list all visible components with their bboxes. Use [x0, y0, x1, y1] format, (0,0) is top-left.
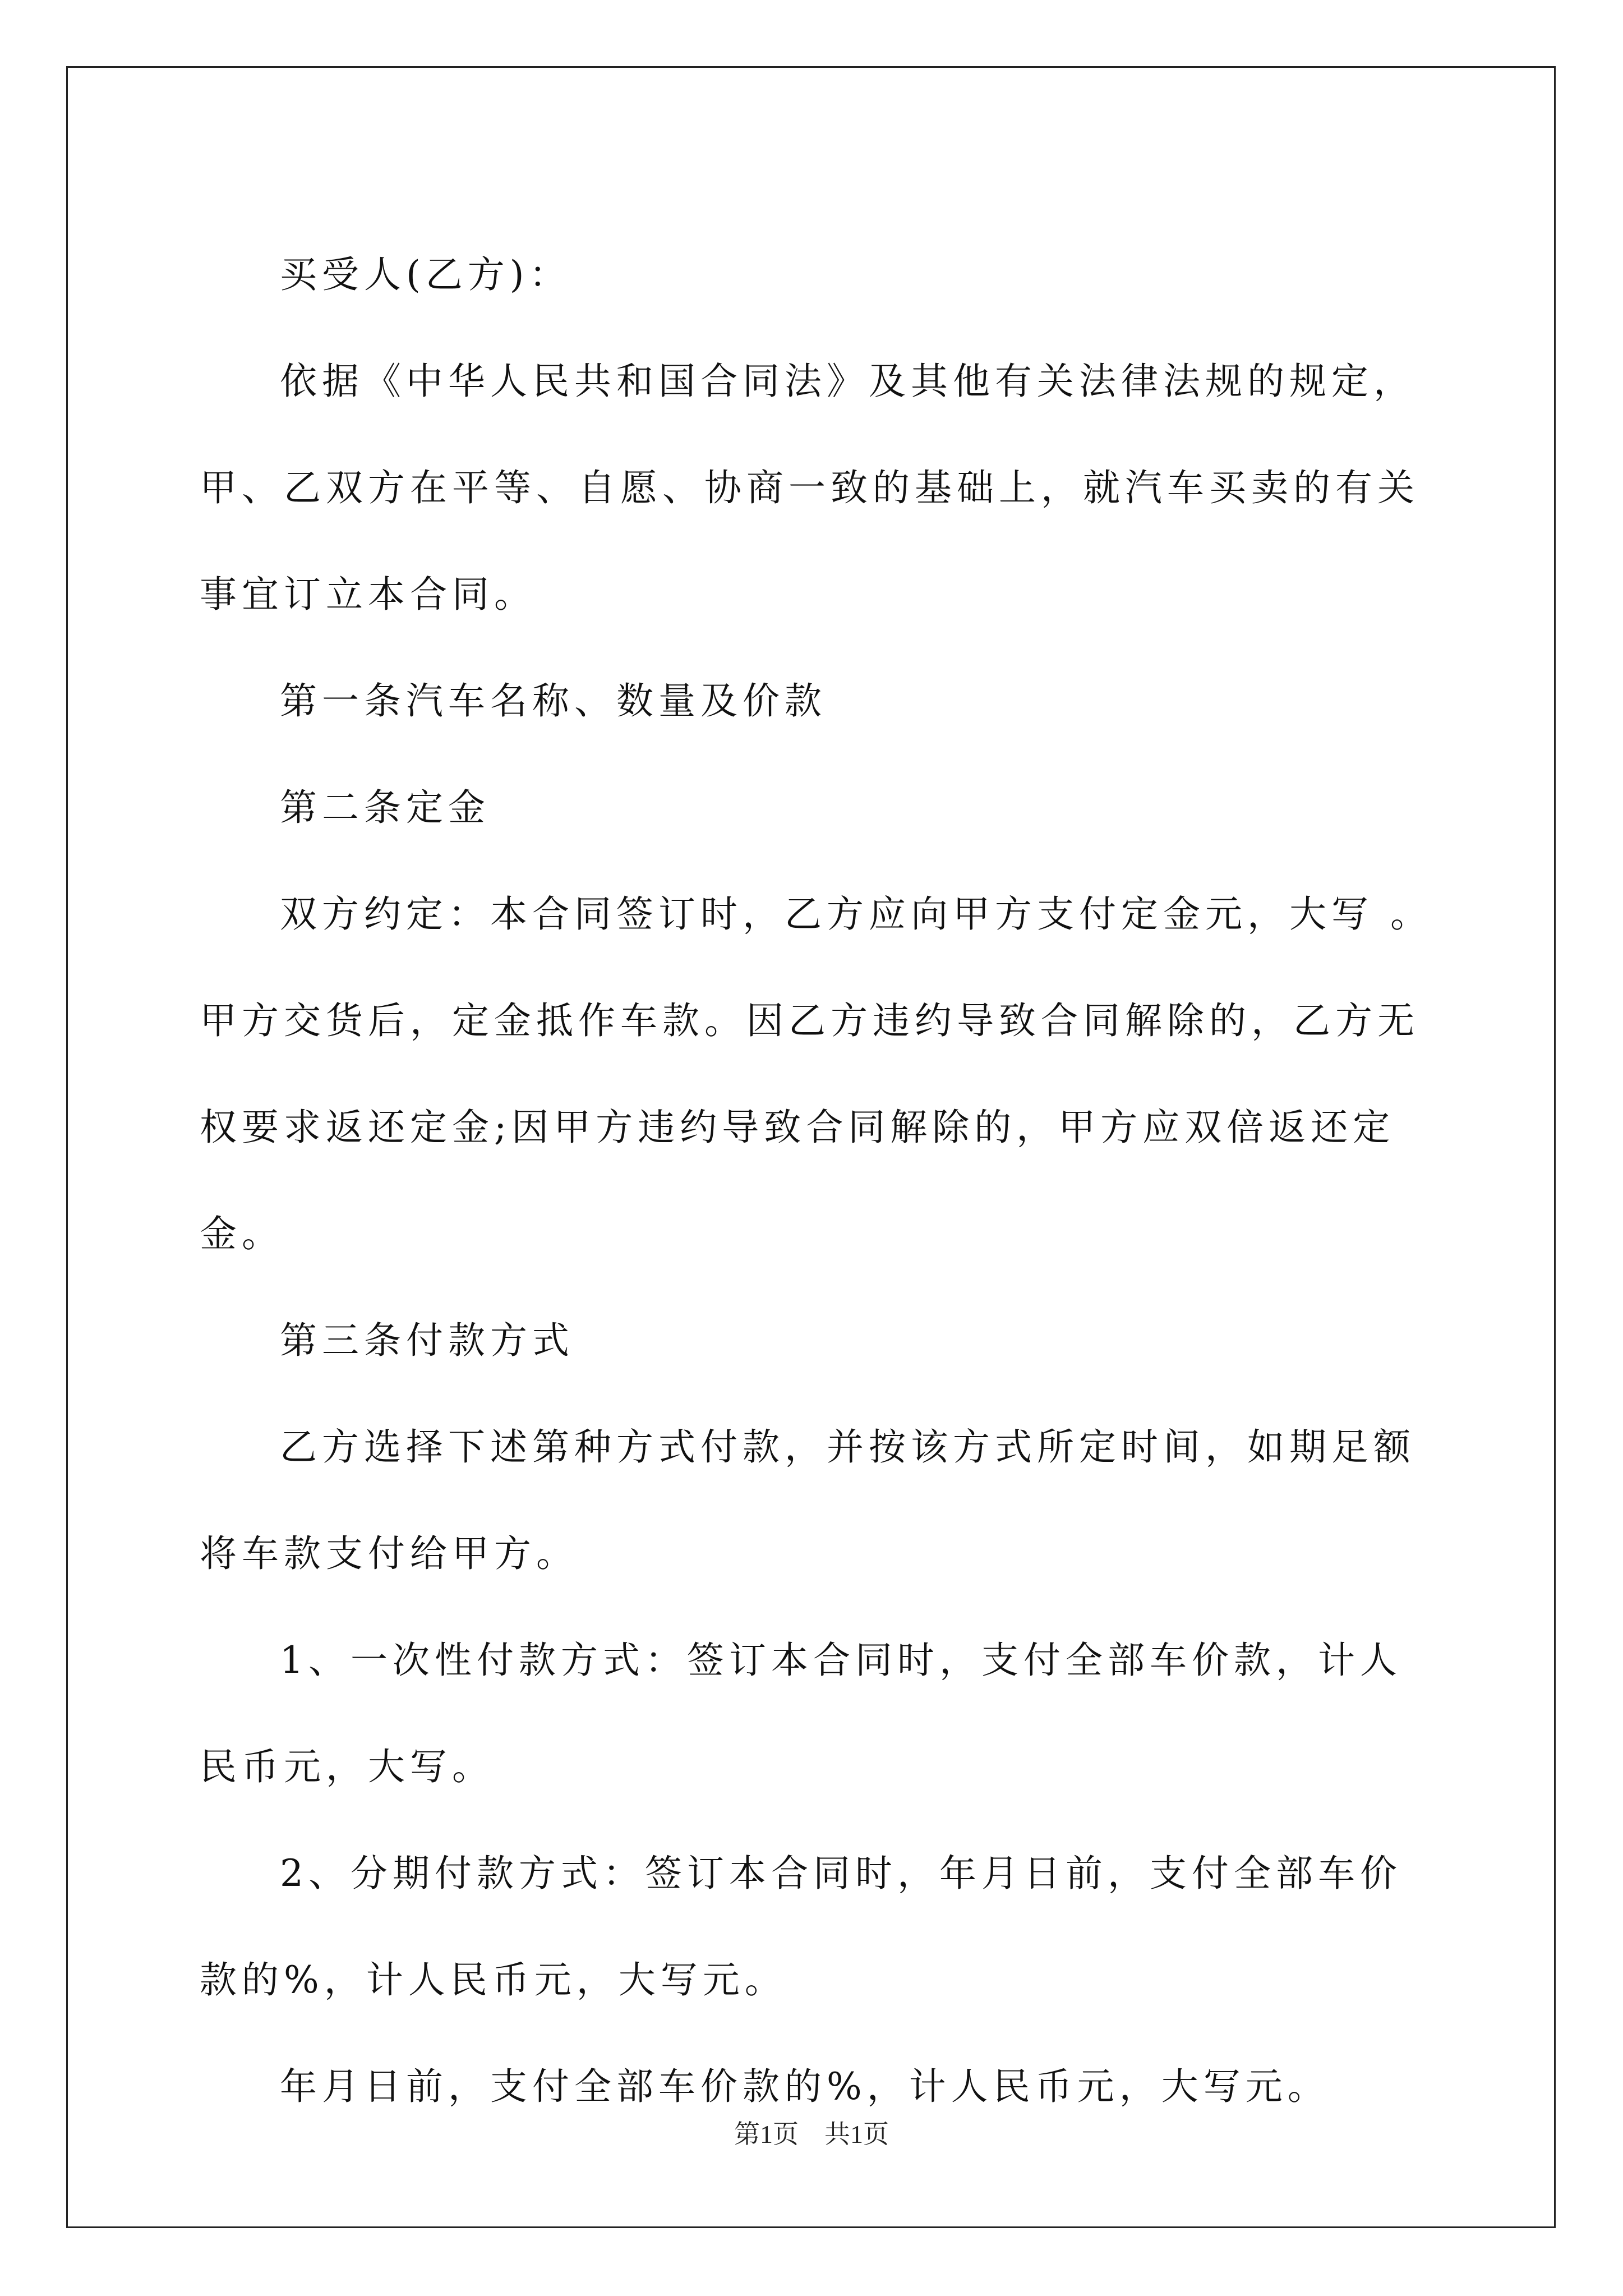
paragraph-payment-choice: 乙方选择下述第种方式付款，并按该方式所定时间，如期足额将车款支付给甲方。 — [200, 1425, 1415, 1575]
article-3-heading: 第三条付款方式 — [280, 1319, 574, 1362]
article-2-heading: 第二条定金 — [280, 786, 490, 829]
paragraph-installment: 2、分期付款方式：签订本合同时，年月日前，支付全部车价款的%，计人民币元，大写元。 — [200, 1852, 1402, 2001]
page-number-footer: 第1页 共1页 — [734, 2120, 889, 2148]
article-1-heading: 第一条汽车名称、数量及价款 — [280, 679, 827, 723]
paragraph-installment-2: 年月日前，支付全部车价款的%，计人民币元，大写元。 — [280, 2065, 1330, 2108]
paragraph-deposit: 双方约定：本合同签订时，乙方应向甲方支付定金元，大写 。甲方交货后，定金抵作车款。因乙方违约导致合同解除的，乙方无权要求返还定金;因甲方违约导致合同解除的，甲方应双倍返还定金。 — [200, 892, 1432, 1255]
document-body — [200, 222, 1439, 2140]
paragraph-preamble: 依据《中华人民共和国合同法》及其他有关法律法规的规定，甲、乙双方在平等、自愿、协商一致的基础上，就汽车买卖的有关事宜订立本合同。 — [200, 360, 1419, 616]
paragraph-buyer: 买受人(乙方)： — [280, 253, 571, 296]
paragraph-lump-sum: 1、一次性付款方式：签订本合同时，支付全部车价款，计人民币元，大写。 — [200, 1639, 1402, 1788]
